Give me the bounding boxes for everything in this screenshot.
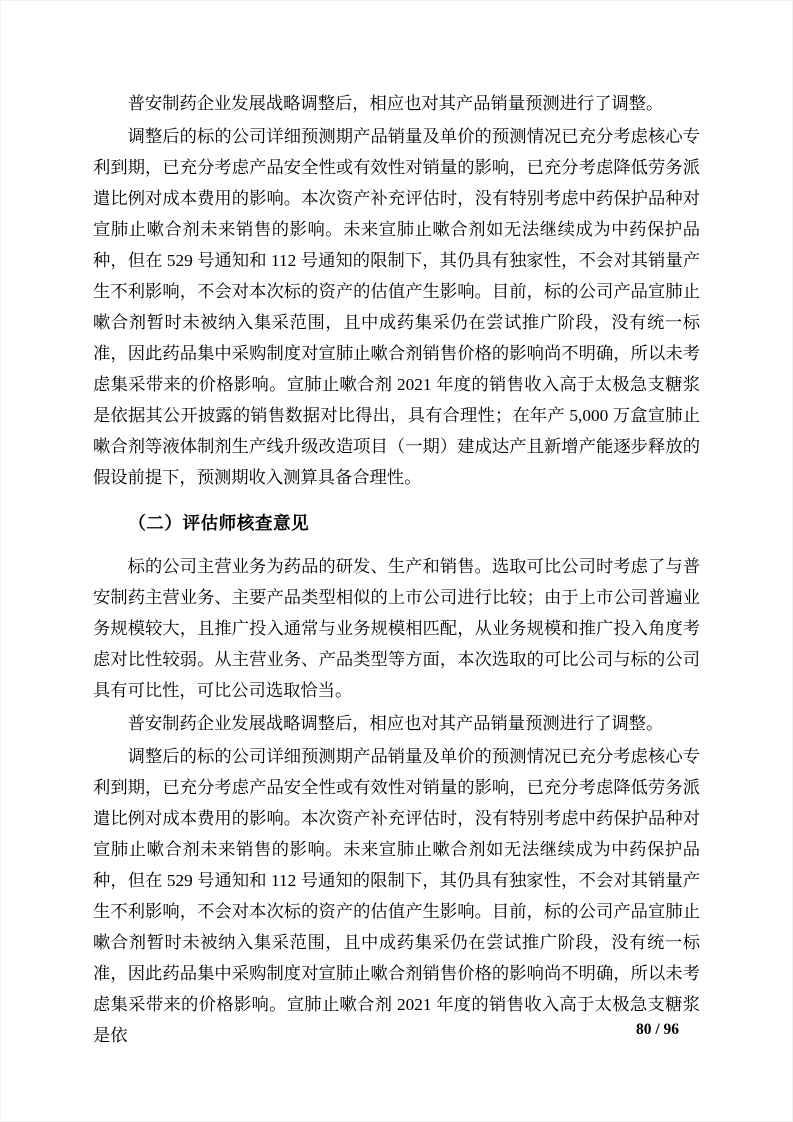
section-heading-appraiser-opinion: （二）评估师核查意见 [128, 513, 310, 533]
page-body [93, 88, 700, 1053]
paragraph-forecast-detail-analysis: 调整后的标的公司详细预测期产品销量及单价的预测情况已充分考虑核心专利到期，已充分考虑产品安全性或有效性对销量的影响，已充分考虑降低劳务派遣比例对成本费用的影响。本次资产补充评估时，没有特别考虑中药保护品种对宣肺止嗽合剂未来销售的影响。未来宣肺止嗽合剂如无法继续成为中药保护品种，但在 529 号通知和 112 号通知的限制下，其仍具有独家性，不会对其销量产生不利影响，不会对本次标的资产的估值产生影响。目前，标的公司产品宣肺止嗽合剂暂时未被纳入集采范围，且中成药集采仍在尝试推广阶段，没有统一标准，因此药品集中采购制度对宣肺止嗽合剂销售价格的影响尚不明确，所以未考虑集采带来的价格影响。宣肺止嗽合剂 2021 年度的销售收入高于太极急支糖浆是依据其公开披露的销售数据对比得出，具有合理性；在年产 5,000 万盒宣肺止嗽合剂等液体制剂生产线升级改造项目（一期）建成达产且新增产能逐步释放的假设前提下，预测期收入测算具备合理性。 [93, 127, 700, 487]
paragraph-sales-forecast-adjustment: 普安制药企业发展战略调整后，相应也对其产品销量预测进行了调整。 [127, 94, 664, 113]
paragraph-sales-forecast-adjustment-repeat: 普安制药企业发展战略调整后，相应也对其产品销量预测进行了调整。 [127, 714, 664, 733]
page-number: 80 / 96 [635, 1021, 679, 1038]
paragraph-comparable-companies: 标的公司主营业务为药品的研发、生产和销售。选取可比公司时考虑了与普安制药主营业务、主要产品类型相似的上市公司进行比较；由于上市公司普遍业务规模较大，且推广投入通常与业务规模相匹配，从业务规模和推广投入角度考虑对比性较弱。从主营业务、产品类型等方面，本次选取的可比公司与标的公司具有可比性，可比公司选取恰当。 [93, 557, 700, 700]
paragraph-forecast-detail-analysis-repeat: 调整后的标的公司详细预测期产品销量及单价的预测情况已充分考虑核心专利到期，已充分考虑产品安全性或有效性对销量的影响，已充分考虑降低劳务派遣比例对成本费用的影响。本次资产补充评估时，没有特别考虑中药保护品种对宣肺止嗽合剂未来销售的影响。未来宣肺止嗽合剂如无法继续成为中药保护品种，但在 529 号通知和 112 号通知的限制下，其仍具有独家性，不会对其销量产生不利影响，不会对本次标的资产的估值产生影响。目前，标的公司产品宣肺止嗽合剂暂时未被纳入集采范围，且中成药集采仍在尝试推广阶段，没有统一标准，因此药品集中采购制度对宣肺止嗽合剂销售价格的影响尚不明确，所以未考虑集采带来的价格影响。宣肺止嗽合剂 2021 年度的销售收入高于太极急支糖浆是依 [93, 747, 700, 1045]
